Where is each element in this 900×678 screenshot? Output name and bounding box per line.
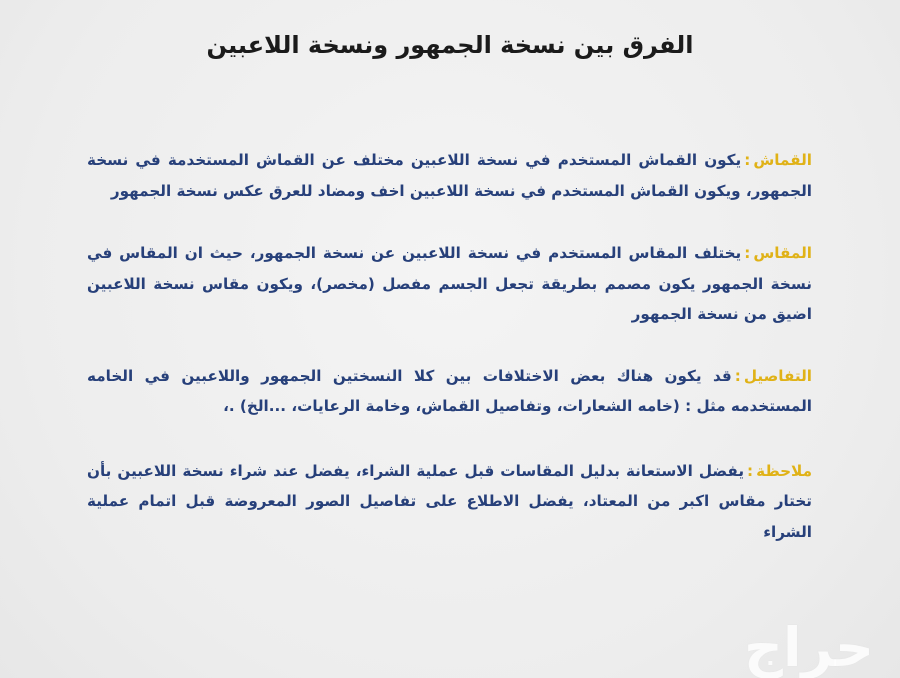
details-label: التفاصيل: [743, 366, 812, 385]
page-title: الفرق بين نسخة الجمهور ونسخة اللاعبين: [206, 31, 694, 59]
size-label: المقاس: [753, 244, 812, 262]
note-label: ملاحظة: [756, 461, 812, 480]
content-area: [87, 145, 812, 579]
haraj-watermark: [724, 620, 894, 678]
details-separator: :: [734, 366, 741, 385]
size-separator: :: [744, 244, 751, 262]
fabric-section: [87, 145, 812, 206]
watermark-text: حراج: [744, 620, 874, 678]
note-section: [87, 456, 812, 548]
fabric-separator: :: [744, 151, 751, 169]
details-text: قد يكون هناك بعض الاختلافات بين كلا النسختين الجمهور واللاعبين في الخامه المستخدمه مثل : (خامه الشعارات، وتفاصيل القماش، وخامة الرعايات، ...الخ) .،: [87, 366, 812, 415]
note-text: يفضل الاستعانة بدليل المقاسات قبل عملية الشراء، يفضل عند شراء نسخة اللاعبين بأن تختار مقاس اكبر من المعتاد، يفضل الاطلاع على تفاصيل الصور المعروضة قبل اتمام عملية الشراء: [87, 461, 812, 541]
details-section: [87, 361, 812, 422]
fabric-label: القماش: [753, 151, 812, 169]
size-text: يختلف المقاس المستخدم في نسخة اللاعبين عن نسخة الجمهور، حيث ان المقاس في نسخة الجمهور يكون مصمم بطريقة تجعل الجسم مفصل (مخصر)، ويكون مقاس نسخة اللاعبين اضيق من نسخة الجمهور: [87, 244, 812, 323]
note-separator: :: [747, 461, 754, 480]
size-section: [87, 238, 812, 330]
fabric-text: يكون القماش المستخدم في نسخة اللاعبين مختلف عن القماش المستخدمة في نسخة الجمهور، ويكون القماش المستخدم في نسخة اللاعبين اخف ومضاد للعرق عكس نسخة الجمهور: [87, 151, 812, 200]
